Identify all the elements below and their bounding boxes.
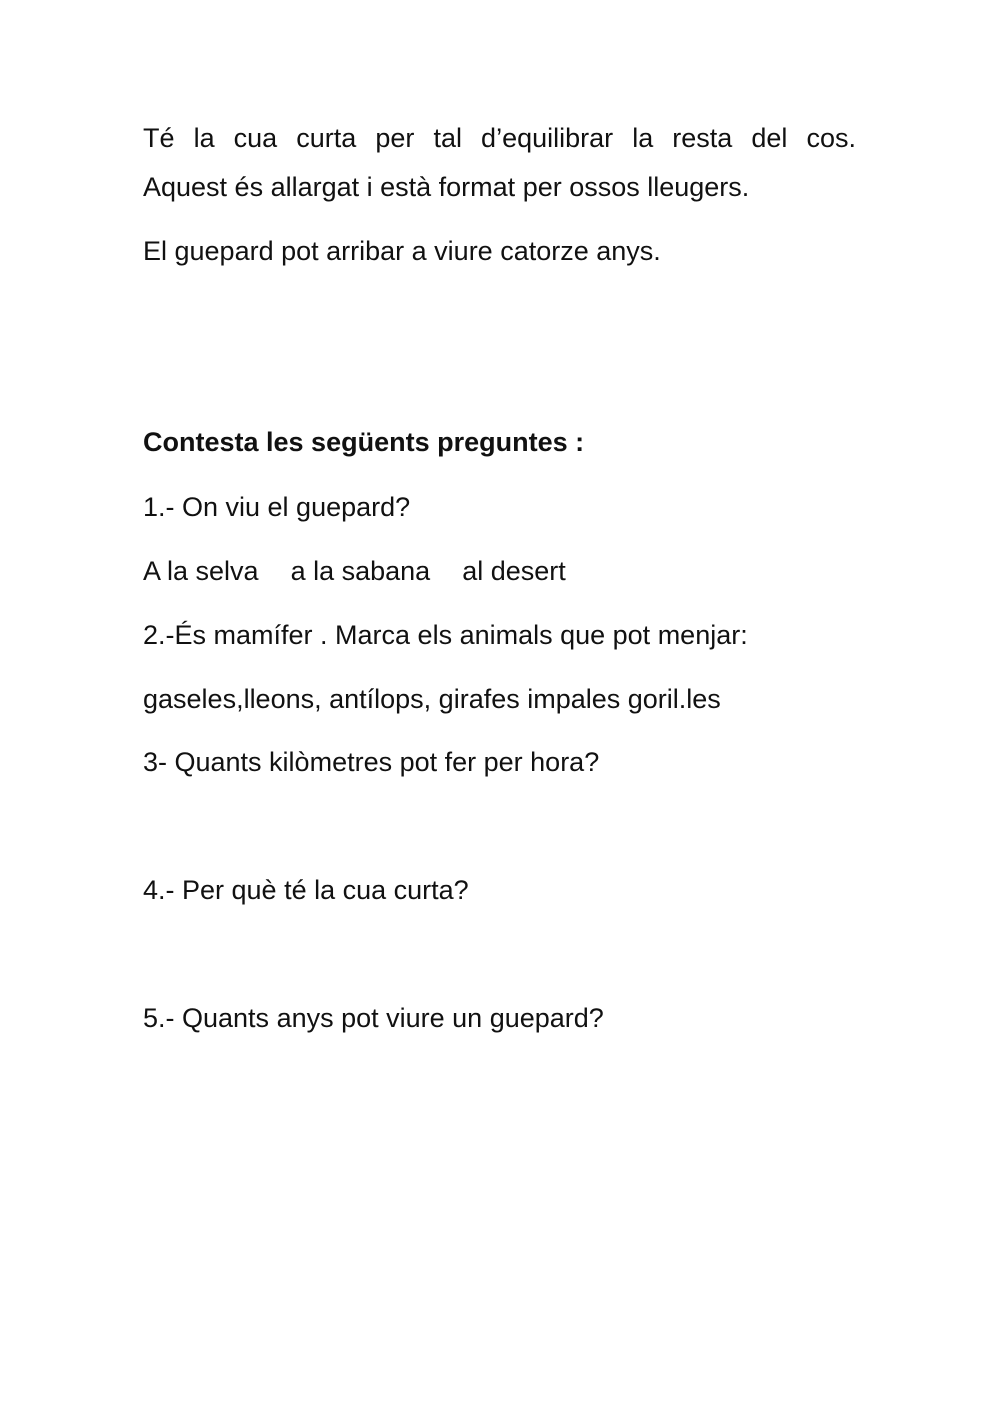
question-5: 5.- Quants anys pot viure un guepard? bbox=[143, 1003, 604, 1033]
question-2: 2.-És mamífer . Marca els animals que pot menjar: bbox=[143, 620, 748, 650]
question-1: 1.- On viu el guepard? bbox=[143, 492, 411, 522]
question-3: 3- Quants kilòmetres pot fer per hora? bbox=[143, 747, 600, 777]
question-2-animals: gaseles,lleons, antílops, girafes impales goril.les bbox=[143, 684, 721, 714]
intro-line-1: Té la cua curta per tal d’equilibrar la resta del cos. bbox=[143, 123, 856, 153]
option-selva[interactable]: A la selva bbox=[143, 556, 259, 586]
question-1-options bbox=[143, 554, 566, 588]
option-sabana[interactable]: a la sabana bbox=[290, 556, 431, 586]
questions-heading: Contesta les següents preguntes : bbox=[143, 427, 585, 457]
question-4: 4.- Per què té la cua curta? bbox=[143, 875, 469, 905]
intro-line-2: Aquest és allargat i està format per ossos lleugers. bbox=[143, 172, 750, 202]
option-desert[interactable]: al desert bbox=[462, 556, 566, 586]
intro-line-3: El guepard pot arribar a viure catorze anys. bbox=[143, 236, 661, 266]
